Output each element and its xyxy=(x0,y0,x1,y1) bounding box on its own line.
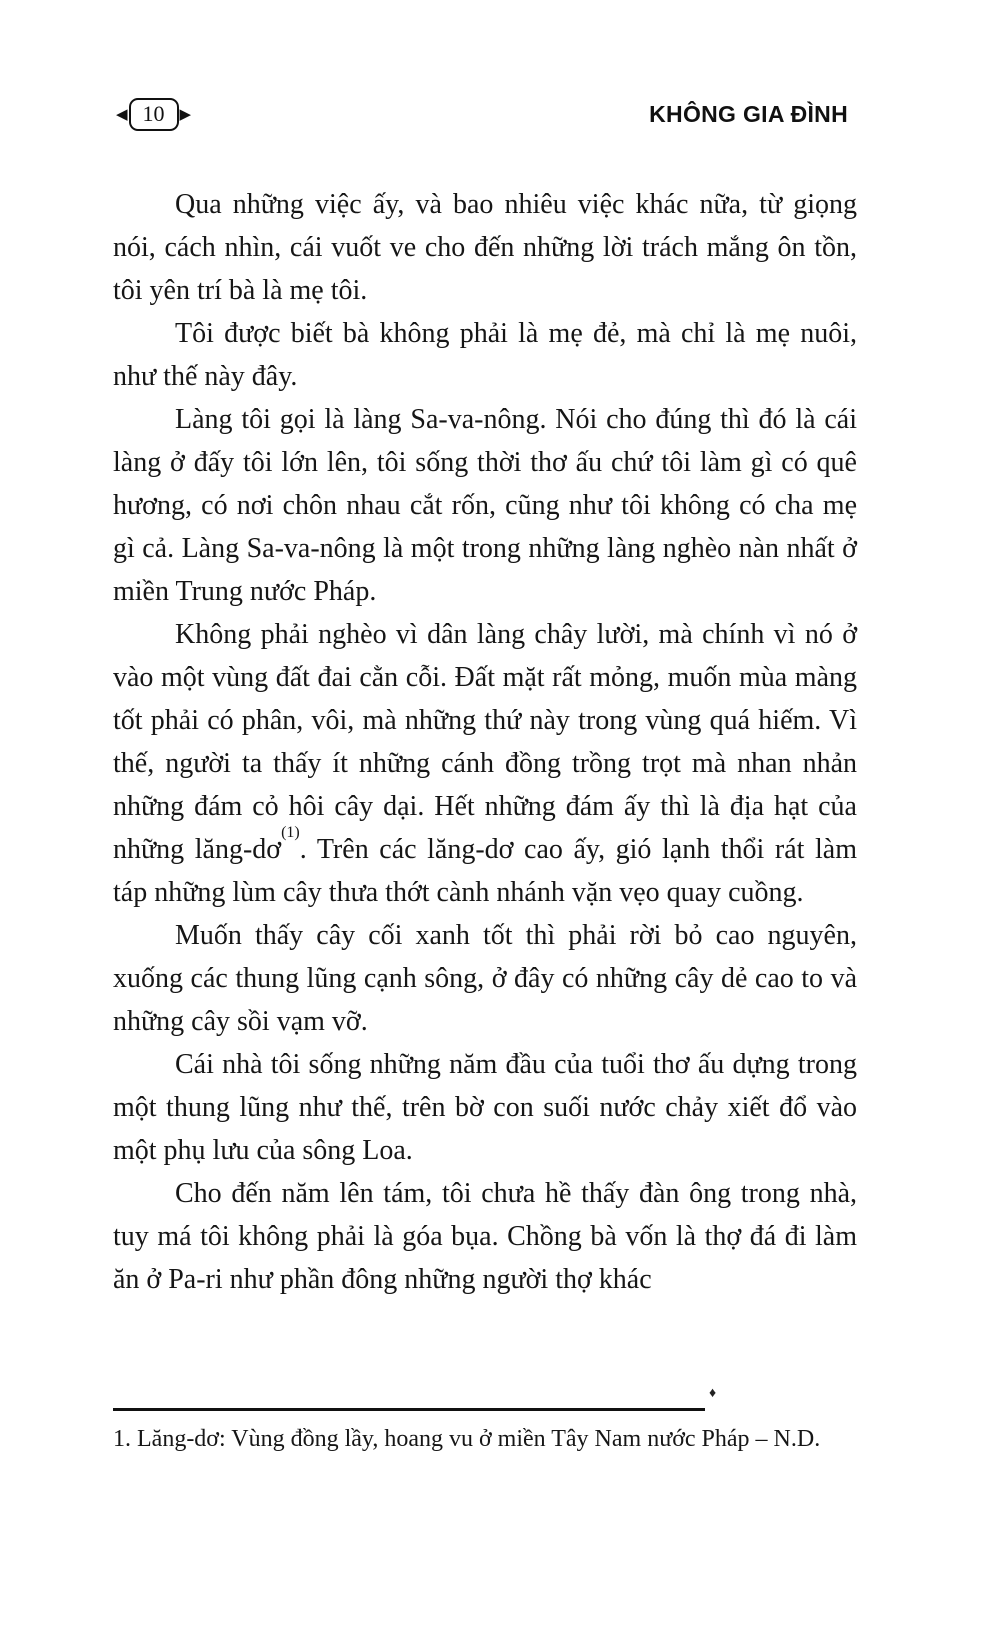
paragraph: Qua những việc ấy, và bao nhiêu việc khác nữa, từ giọng nói, cách nhìn, cái vuốt ve cho đến những lời trách mắng ôn tồn, tôi yên trí bà là mẹ tôi. xyxy=(113,189,857,306)
footnote-reference: (1) xyxy=(281,823,300,841)
paragraph-text: Không phải nghèo vì dân làng chây lười, mà chính vì nó ở vào một vùng đất đai cằn cỗi. Đất mặt rất mỏng, muốn mùa màng tốt phải có phân, vôi, mà những thứ này trong vùng quá hiếm. Vì thế, người ta thấy ít những cánh đồng trồng trọt mà nhan nhản những đám cỏ hôi cây dại. Hết những đám ấy thì là địa hạt của những lăng-dơ xyxy=(113,619,857,865)
page-body xyxy=(113,183,857,1301)
page-number: 10 xyxy=(129,98,179,131)
decorative-mark: ♦ xyxy=(709,1386,717,1401)
left-arrow-icon: ◀ xyxy=(116,105,128,123)
paragraph: Muốn thấy cây cối xanh tốt thì phải rời bỏ cao nguyên, xuống các thung lũng cạnh sông, ở đây có những cây dẻ cao to và những cây sồi vạm vỡ. xyxy=(113,920,857,1037)
paragraph-with-footnote-ref xyxy=(113,613,857,914)
paragraph: Tôi được biết bà không phải là mẹ đẻ, mà chỉ là mẹ nuôi, như thế này đây. xyxy=(113,318,857,392)
paragraph-text: . Trên các lăng-dơ cao ấy, gió lạnh thổi rát làm táp những lùm cây thưa thớt cành nhánh vặn vẹo quay cuồng. xyxy=(113,834,858,908)
paragraph: Làng tôi gọi là làng Sa-va-nông. Nói cho đúng thì đó là cái làng ở đấy tôi lớn lên, tôi sống thời thơ ấu chứ tôi làm gì có quê hương, có nơi chôn nhau cắt rốn, cũng như tôi không có cha mẹ gì cả. Làng Sa-va-nông là một trong những làng nghèo nàn nhất ở miền Trung nước Pháp. xyxy=(113,404,857,607)
book-title: KHÔNG GIA ĐÌNH xyxy=(649,101,848,127)
paragraph: Cái nhà tôi sống những năm đầu của tuổi thơ ấu dựng trong một thung lũng như thế, trên bờ con suối nước chảy xiết đổ vào một phụ lưu của sông Loa. xyxy=(113,1049,857,1166)
footnote-divider xyxy=(113,1408,705,1411)
footnote-text: 1. Lăng-dơ: Vùng đồng lầy, hoang vu ở miền Tây Nam nước Pháp – N.D. xyxy=(113,1426,821,1452)
page-number-badge xyxy=(116,98,191,131)
page-header xyxy=(116,98,848,131)
right-arrow-icon: ▶ xyxy=(179,105,192,123)
paragraph: Cho đến năm lên tám, tôi chưa hề thấy đàn ông trong nhà, tuy má tôi không phải là góa bụa. Chồng bà vốn là thợ đá đi làm ăn ở Pa-ri như phần đông những người thợ khác xyxy=(113,1178,857,1295)
footnote-area xyxy=(113,1386,905,1455)
